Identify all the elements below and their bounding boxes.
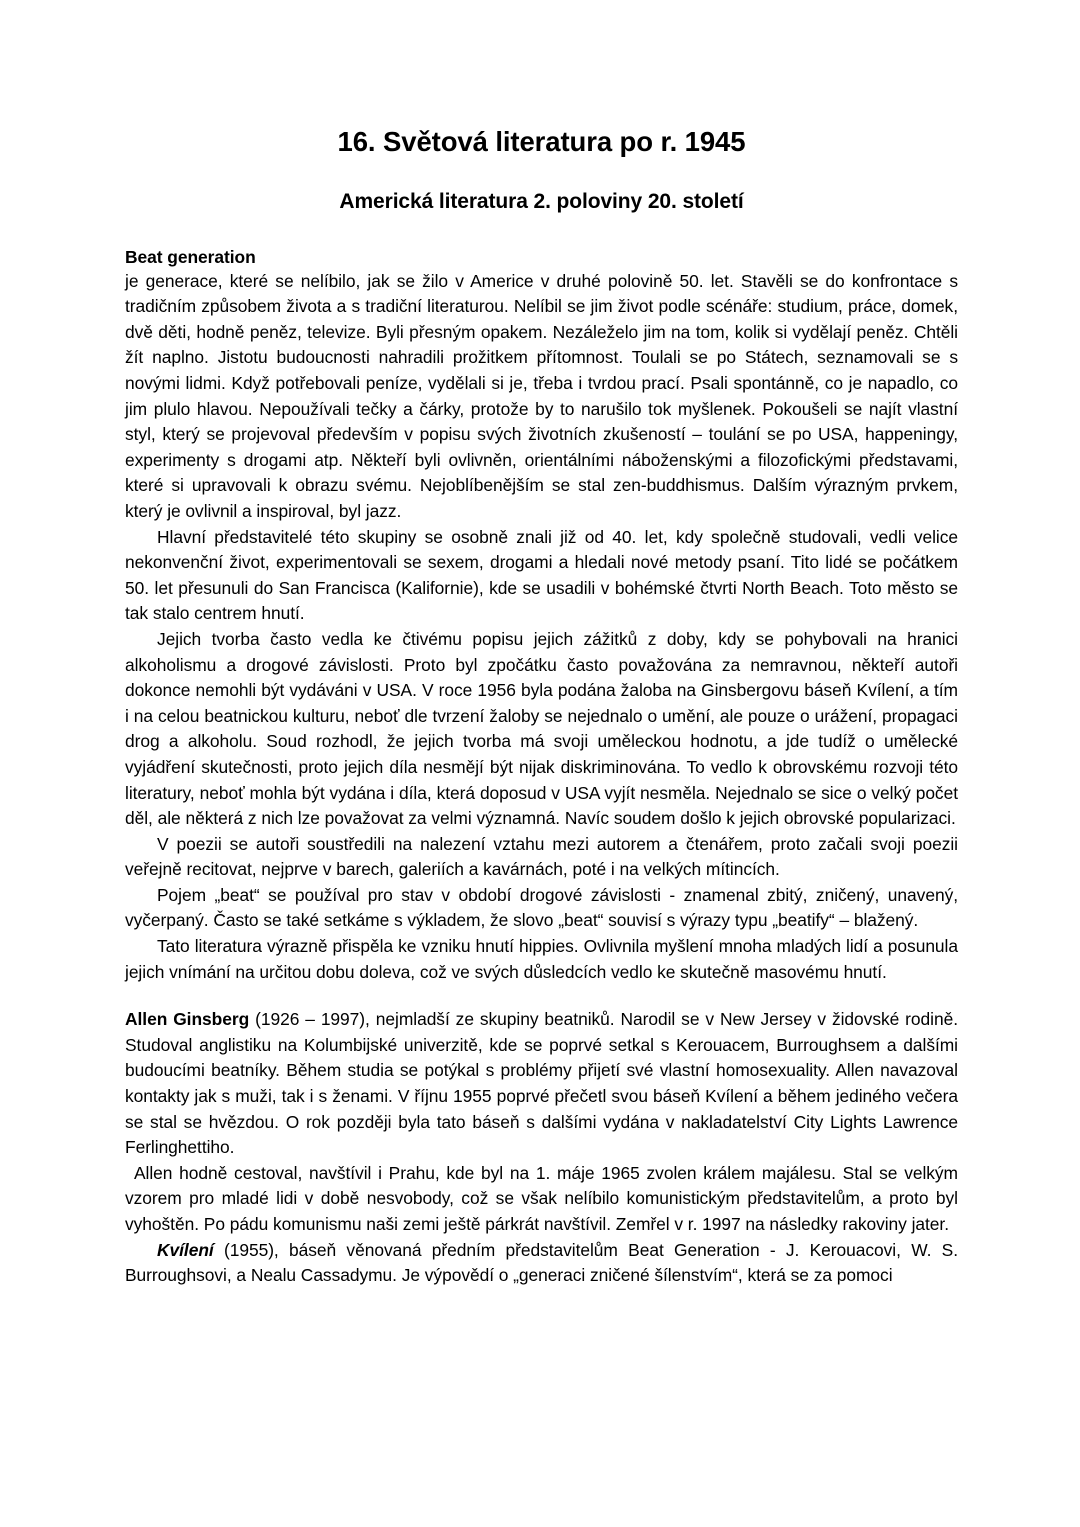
paragraph-beat-poetry: V poezii se autoři soustředili na nalezení vztahu mezi autorem a čtenářem, proto začali svoji poezii veřejně recitovat, nejprve v barech, galeriích a kavárnách, poté i na velkých mítincích. [125, 833, 958, 880]
paragraph-beat-works-censorship: Jejich tvorba často vedla ke čtivému popisu jejich zážitků z doby, kdy se pohybovali na hranici alkoholismu a drogové závislosti. Proto byl zpočátku často považována za nemravnou, někteří autoři dokonce nemohli být vydáváni v USA. V roce 1956 byla podána žaloba na Ginsbergovu báseň Kvílení, a tím i na celou beatnickou kulturu, neboť dle tvrzení žaloby se nejednalo o umění, ale pouze o urážení, propagaci drog a alkoholu. Soud rozhodl, že jejich tvorba má svoji uměleckou hodnotu, a jde tudíž o umělecké vyjádření skutečnosti, proto jejich díla nesmějí být nijak diskriminována. To vedlo k obrovskému rozvoji této literatury, neboť mohla být vydána i díla, která doposud v USA vyjít nesměla. Nejednalo se sice o velký počet děl, ale některá z nich lze považovat za velmi významná. Navíc soudem došlo k jejich obrovské popularizaci. [125, 628, 958, 829]
paragraph-ginsberg-bio [125, 1007, 958, 1161]
paragraph-beat-representatives: Hlavní představitelé této skupiny se osobně znali již od 40. let, kdy společně studovali, vedli velice nekonvenční život, experimentovali se sexem, drogami a hledali nové metody psaní. Tito lidé se počátkem 50. let přesunuli do San Francisca (Kalifornie), kde se usadili v bohémské čtvrti North Beach. Toto město se tak stalo centrem hnutí. [125, 526, 958, 624]
paragraph-beat-intro: je generace, které se nelíbilo, jak se žilo v Americe v druhé polovině 50. let. Stavěli se do konfrontace s tradičním způsobem života a s tradiční literaturou. Nelíbil se jim život podle scénáře: studium, práce, domek, dvě děti, hodně peněz, televize. Byli přesným opakem. Nezáleželo jim na tom, kolik si vydělají peněz. Chtěli žít naplno. Jistotu budoucnosti nahradili prožitkem přítomnost. Toulali se po Státech, seznamovali se s novými lidmi. Když potřebovali peníze, vydělali si je, třeba i tvrdou prací. Psali spontánně, co je napadlo, co jim plulo hlavou. Nepoužívali tečky a čárky, protože by to narušilo tok myšlenek. Pokoušeli se najít vlastní styl, který se projevoval především v popisu svých životních zkušeností – toulání se po USA, happeningy, experimenty s drogami atp. Někteří byli ovlivněn, orientálními náboženskými a filozofickými představami, které si upravovali k obrazu svému. Nejoblíbenějším se stal zen-buddhismus. Dalším výrazným prvkem, který je ovlivnil a inspiroval, byl jazz. [125, 270, 958, 521]
document-content [125, 0, 958, 1289]
section-heading-beat-generation: Beat generation [125, 246, 256, 267]
author-name-ginsberg: Allen Ginsberg [125, 1009, 250, 1030]
paragraph-ginsberg-travel: Allen hodně cestoval, navštívil i Prahu, kde byl na 1. máje 1965 zvolen králem majálesu. Stal se velkým vzorem pro mladé lidi v době nesvobody, což se však nelíbilo komunistickým představitelům, a proto byl vyhoštěn. Po pádu komunismu naši zemi ještě párkrát navštívil. Zemřel v r. 1997 na následky rakoviny jater. [125, 1162, 958, 1235]
work-description-kvileni: (1955), báseň věnovaná předním představitelům Beat Generation - J. Kerouacovi, W. S. Burroughsovi, a Nealu Cassadymu. Je výpovědí o „generaci zničené šílenstvím“, která se za pomoci [125, 1239, 958, 1286]
paragraph-ginsberg-kvileni [125, 1238, 958, 1289]
page-subtitle: Americká literatura 2. poloviny 20. století [339, 190, 744, 214]
work-title-kvileni: Kvílení [157, 1239, 214, 1260]
page-title: 16. Světová literatura po r. 1945 [337, 126, 746, 157]
paragraph-beat-term-meaning: Pojem „beat“ se používal pro stav v období drogové závislosti - znamenal zbitý, zničený, unavený, vyčerpaný. Často se také setkáme s výkladem, že slovo „beat“ souvisí s výrazy typu „beatify“ – blažený. [125, 884, 958, 931]
paragraph-beat-hippies: Tato literatura výrazně přispěla ke vzniku hnutí hippies. Ovlivnila myšlení mnoha mladých lidí a posunula jejich vnímání na určitou dobu doleva, což ve svých důsledcích vedlo ke skutečně masovému hnutí. [125, 936, 958, 982]
section-spacer [125, 985, 958, 1007]
ginsberg-bio-text: (1926 – 1997), nejmladší ze skupiny beatniků. Narodil se v New Jersey v židovské rodině. Studoval anglistiku na Kolumbijské univerzitě, kde se poprvé setkal s Kerouacem, Burroughsem a dalšími budoucími beatníky. Během studia se potýkal s problémy přijetí své vlastní homosexuality. Allen navazoval kontakty jak s muži, tak i s ženami. V říjnu 1955 poprvé přečetl svou báseň Kvílení a během jediného večera se stal se hvězdou. O rok později byla tato báseň s dalšími vydána v nakladatelství City Lights Lawrence Ferlinghettiho. [125, 1009, 958, 1158]
